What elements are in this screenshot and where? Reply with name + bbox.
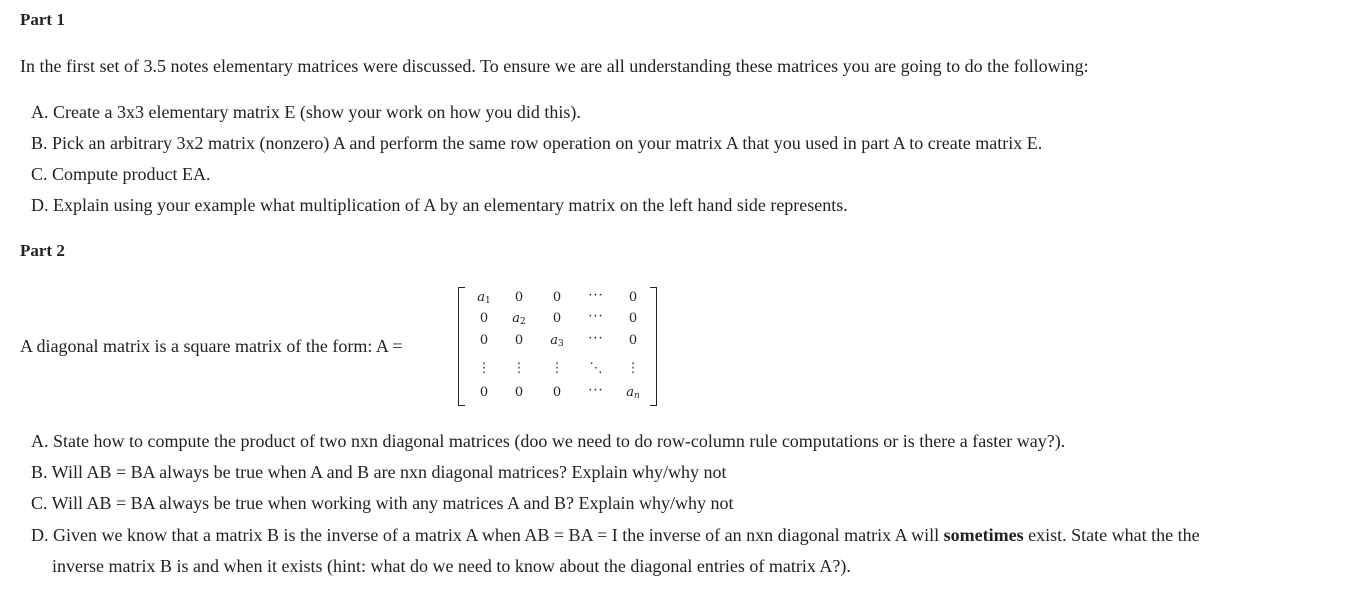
matrix-cell: 0 xyxy=(479,333,489,348)
part2-item-d-text: D. Given we know that a matrix B is the inverse of a matrix A when AB = BA = I the inverse of an nxn diagonal matrix A will xyxy=(31,525,944,545)
part2-heading: Part 2 xyxy=(20,241,65,260)
matrix-cell: 0 xyxy=(514,290,524,305)
matrix-cell-a3: $a_3$ xyxy=(550,333,564,349)
matrix-hdots: ··· xyxy=(588,309,604,324)
matrix-cell: 0 xyxy=(552,290,562,305)
emphasis-sometimes: sometimes xyxy=(943,525,1024,545)
matrix-cell: 0 xyxy=(552,311,562,326)
part2-item-b: B. Will AB = BA always be true when A and B are nxn diagonal matrices? Explain why/why not xyxy=(31,462,727,482)
matrix-cell-a1: $a_1$ xyxy=(477,290,491,306)
part2-item-a: A. State how to compute the product of two nxn diagonal matrices (doo we need to do row-column rule computations or is there a faster way?). xyxy=(31,431,1066,451)
matrix-cell: 0 xyxy=(514,385,524,400)
matrix-cell: 0 xyxy=(628,290,638,305)
part2-item-d-continuation: inverse matrix B is and when it exists (hint: what do we need to know about the diagonal entries of matrix A?). xyxy=(52,556,851,576)
matrix-vdots: ⋮ xyxy=(477,360,491,375)
part2-item-d-text-end: exist. State what the the xyxy=(1023,525,1200,545)
part1-intro: In the first set of 3.5 notes elementary matrices were discussed. To ensure we are all understanding these matrices you are going to do the following: xyxy=(20,56,1089,76)
part1-item-a: A. Create a 3x3 elementary matrix E (show your work on how you did this). xyxy=(31,102,581,122)
diagonal-matrix-definition: A diagonal matrix is a square matrix of the form: A = xyxy=(20,336,403,356)
matrix-ddots: ⋱ xyxy=(589,360,603,375)
part2-item-c: C. Will AB = BA always be true when working with any matrices A and B? Explain why/why not xyxy=(31,493,734,513)
matrix-hdots: ··· xyxy=(588,383,604,398)
matrix-cell: 0 xyxy=(514,333,524,348)
right-bracket xyxy=(650,287,657,406)
matrix-cell: 0 xyxy=(628,311,638,326)
matrix-vdots: ⋮ xyxy=(626,360,640,375)
diagonal-matrix xyxy=(455,287,660,404)
part1-item-d: D. Explain using your example what multiplication of A by an elementary matrix on the left hand side represents. xyxy=(31,195,848,215)
part1-heading: Part 1 xyxy=(20,10,65,29)
part1-item-b: B. Pick an arbitrary 3x2 matrix (nonzero) A and perform the same row operation on your matrix A that you used in part A to create matrix E. xyxy=(31,133,1043,153)
matrix-cell-a2: $a_2$ xyxy=(512,311,526,327)
matrix-vdots: ⋮ xyxy=(512,360,526,375)
matrix-cell: 0 xyxy=(552,385,562,400)
matrix-hdots: ··· xyxy=(588,331,604,346)
matrix-cell: 0 xyxy=(479,385,489,400)
part1-item-c: C. Compute product EA. xyxy=(31,164,211,184)
matrix-vdots: ⋮ xyxy=(550,360,564,375)
matrix-cell-an: $a_n$ xyxy=(626,385,640,401)
matrix-cell: 0 xyxy=(628,333,638,348)
left-bracket xyxy=(458,287,465,406)
part2-item-d xyxy=(31,525,1200,546)
matrix-hdots: ··· xyxy=(588,288,604,303)
matrix-cell: 0 xyxy=(479,311,489,326)
